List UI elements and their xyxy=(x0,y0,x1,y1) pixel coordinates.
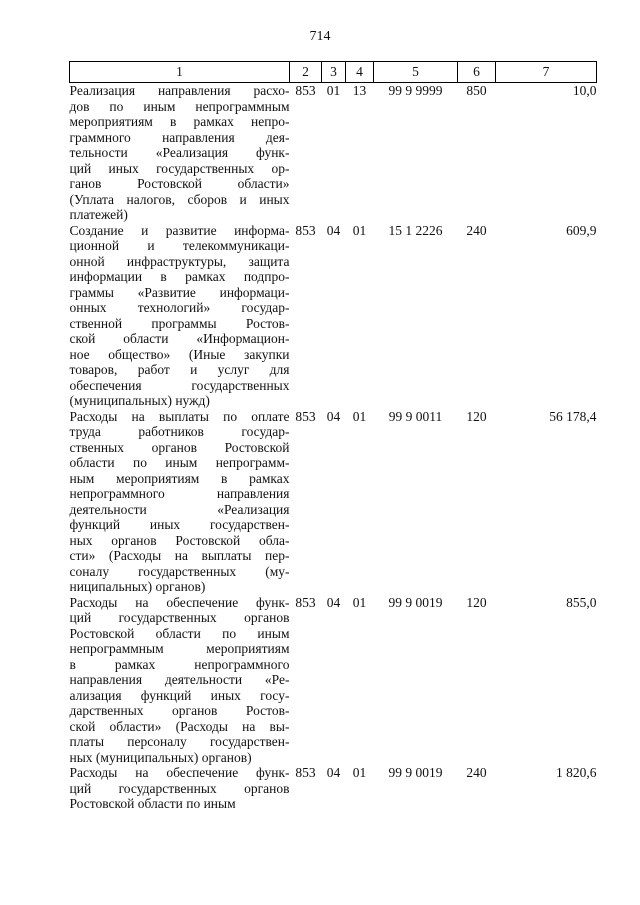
budget-table xyxy=(69,61,597,812)
description-line: в рамках непрограммного xyxy=(69,656,290,672)
table-row xyxy=(70,765,597,812)
target-article-code: 99 9 0019 xyxy=(388,594,443,610)
target-article-code: 15 1 2226 xyxy=(388,222,443,238)
description-line: ным мероприятиям в рамках xyxy=(69,470,290,486)
table-body xyxy=(70,83,597,812)
row-description xyxy=(70,595,290,766)
expense-type-code: 120 xyxy=(466,408,487,424)
description-line: товаров, работ и услуг для xyxy=(69,362,290,377)
table-row xyxy=(70,223,597,409)
target-article-code: 99 9 9999 xyxy=(388,83,443,98)
description-line: ций иных государственных ор- xyxy=(69,160,290,176)
description-line: (Уплата налогов, сборов и иных xyxy=(69,191,290,207)
subsection-code: 13 xyxy=(352,83,367,98)
description-line: Расходы на выплаты по оплате xyxy=(69,408,290,424)
description-line: мероприятиям в рамках непро- xyxy=(69,114,290,129)
table-row xyxy=(70,409,597,595)
target-article-code: 99 9 0019 xyxy=(388,765,443,780)
section-code: 04 xyxy=(326,222,341,238)
description-line: тельности «Реализация функ- xyxy=(69,145,290,160)
header-cell-3: 3 xyxy=(322,62,346,83)
description-line: ных (муниципальных) органов) xyxy=(69,749,252,765)
amount: 609,9 xyxy=(566,222,597,238)
description-line: направления деятельности «Ре- xyxy=(69,672,290,687)
amount: 10,0 xyxy=(572,83,597,98)
description-line: непрограммного направления xyxy=(69,486,290,501)
table-row xyxy=(70,595,597,766)
description-line: труда работников государ- xyxy=(69,424,290,439)
description-line: ской области» (Расходы на вы- xyxy=(69,718,290,734)
description-line: ное общество» (Иные закупки xyxy=(69,346,290,362)
description-line: ных органов Ростовской обла- xyxy=(69,532,290,548)
section-code: 04 xyxy=(326,765,341,780)
description-line: дов по иным непрограммным xyxy=(69,98,290,114)
description-line: ционной и телекоммуникаци- xyxy=(69,238,290,253)
subsection-code: 01 xyxy=(352,594,367,610)
expense-type-code: 240 xyxy=(466,222,487,238)
ministry-code: 853 xyxy=(295,408,316,424)
description-line: информации в рамках подпро- xyxy=(69,269,290,284)
amount: 56 178,4 xyxy=(549,408,597,424)
expense-type-code: 240 xyxy=(466,765,487,780)
description-line: ниципальных) органов) xyxy=(69,579,206,594)
description-line: ской области «Информацион- xyxy=(69,331,290,346)
description-line: сти» (Расходы на выплаты пер- xyxy=(69,548,290,563)
description-line: Реализация направления расхо- xyxy=(69,83,290,98)
description-line: (муниципальных) нужд) xyxy=(69,393,210,408)
description-line: непрограммным мероприятиям xyxy=(69,641,290,656)
row-description xyxy=(70,409,290,595)
row-description xyxy=(70,83,290,223)
description-line: области по иным непрограмм- xyxy=(69,455,290,470)
section-code: 04 xyxy=(326,594,341,610)
header-cell-4: 4 xyxy=(346,62,374,83)
description-line: платы персоналу государствен- xyxy=(69,734,290,749)
description-line: Создание и развитие информа- xyxy=(69,222,290,238)
page-number: 714 xyxy=(309,29,331,44)
row-description xyxy=(70,223,290,409)
description-line: функций иных государствен- xyxy=(69,517,290,532)
ministry-code: 853 xyxy=(295,83,316,98)
amount: 855,0 xyxy=(566,594,597,610)
description-line: платежей) xyxy=(69,207,128,222)
header-cell-7: 7 xyxy=(496,62,597,83)
ministry-code: 853 xyxy=(295,222,316,238)
description-line: граммного направления дея- xyxy=(69,129,290,145)
row-description xyxy=(70,765,290,812)
header-cell-1: 1 xyxy=(70,62,290,83)
ministry-code: 853 xyxy=(295,765,316,780)
section-code: 04 xyxy=(326,408,341,424)
description-line: обеспечения государственных xyxy=(69,377,290,393)
ministry-code: 853 xyxy=(295,594,316,610)
subsection-code: 01 xyxy=(352,765,367,780)
description-line: Расходы на обеспечение функ- xyxy=(69,594,290,610)
description-line: ализация функций иных госу- xyxy=(69,687,290,703)
description-line: Ростовской области по иным xyxy=(69,625,290,641)
description-line: соналу государственных (му- xyxy=(69,563,290,579)
header-row xyxy=(70,62,597,83)
amount: 1 820,6 xyxy=(556,765,597,780)
target-article-code: 99 9 0011 xyxy=(388,408,443,424)
section-code: 01 xyxy=(326,83,341,98)
description-line: дарственных органов Ростов- xyxy=(69,703,290,718)
description-line: онной инфраструктуры, защита xyxy=(69,253,290,269)
description-line: онных технологий» государ- xyxy=(69,300,290,315)
description-line: Расходы на обеспечение функ- xyxy=(69,765,290,780)
expense-type-code: 120 xyxy=(466,594,487,610)
header-cell-6: 6 xyxy=(458,62,496,83)
description-line: ций государственных органов xyxy=(69,610,290,625)
header-cell-5: 5 xyxy=(374,62,458,83)
description-line: Ростовской области по иным xyxy=(69,796,236,811)
subsection-code: 01 xyxy=(352,222,367,238)
description-line: ганов Ростовской области» xyxy=(69,176,290,191)
description-line: ций государственных органов xyxy=(69,780,290,796)
description-line: граммы «Развитие информаци- xyxy=(69,284,290,300)
description-line: деятельности «Реализация xyxy=(69,501,290,517)
description-line: ственных органов Ростовской xyxy=(69,439,290,455)
table-row xyxy=(70,83,597,223)
header-cell-2: 2 xyxy=(290,62,322,83)
subsection-code: 01 xyxy=(352,408,367,424)
description-line: ственной программы Ростов- xyxy=(69,315,290,331)
expense-type-code: 850 xyxy=(466,83,487,98)
